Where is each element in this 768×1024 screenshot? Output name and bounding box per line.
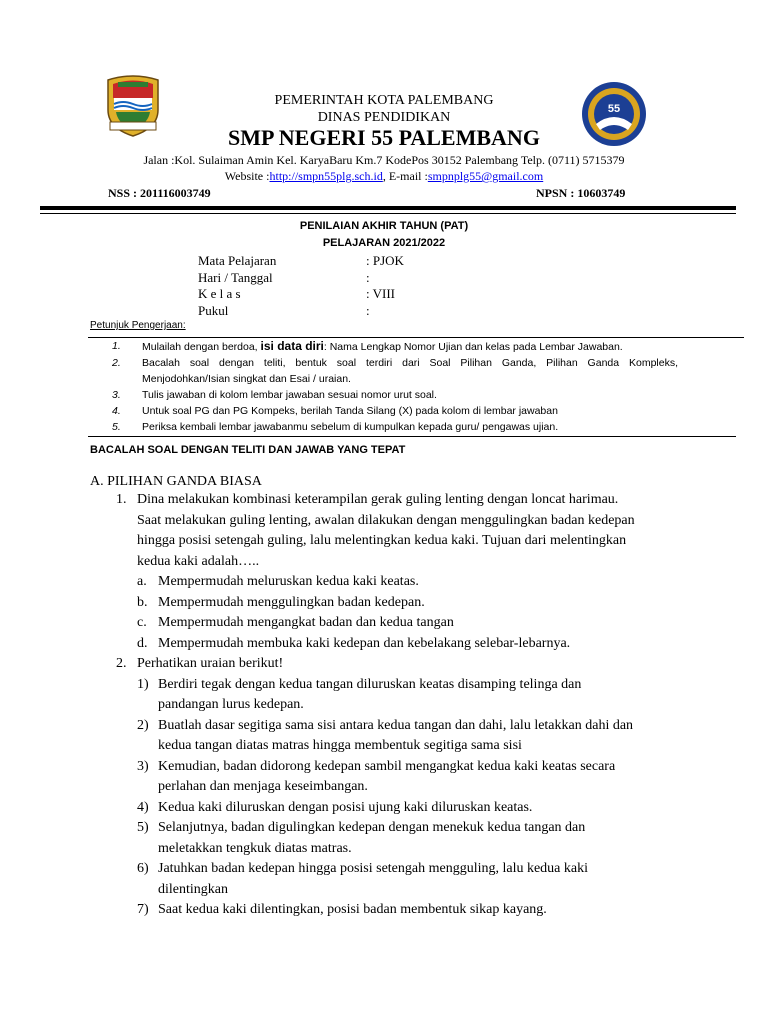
instruction-item (112, 338, 678, 355)
question-number: 1. (116, 492, 127, 507)
step-text-line: kedua tangan diatas matras hingga membentuk segitiga sama sisi (158, 738, 522, 753)
option-letter: d. (137, 635, 148, 651)
email-label: , E-mail : (382, 169, 428, 183)
step-number: 6) (137, 861, 149, 876)
question-text-line: kedua kaki adalah….. (137, 553, 260, 569)
exam-year: PELAJARAN 2021/2022 (322, 237, 446, 249)
step-number: 3) (137, 758, 149, 774)
instruction-item (112, 387, 678, 403)
header-divider-thick (40, 206, 736, 210)
step-text-line: Selanjutnya, badan digulingkan kedepan dengan menekuk kedua tangan dan (158, 820, 586, 835)
info-row-class (198, 286, 404, 303)
option-text: Mempermudah mengangkat badan dan kedua tangan (158, 615, 454, 630)
section-heading: A. PILIHAN GANDA BIASA (90, 474, 262, 489)
instruction-text: Bacalah soal dengan teliti, bentuk soal terdiri dari Soal Pilihan Ganda, Pilihan Ganda Kompleks, Menjodohkan/Isian singkat dan Esai / uraian. (142, 357, 678, 385)
step-number: 5) (137, 820, 149, 835)
info-value: : VIII (366, 286, 396, 301)
question-text-line: hingga posisi setengah guling, lalu melentingkan kedua kaki. Tujuan dari melentingkan (137, 533, 627, 548)
info-value: : PJOK (366, 253, 404, 268)
exam-title: PENILAIAN AKHIR TAHUN (PAT) (299, 220, 469, 232)
question-1 (0, 490, 768, 660)
instruction-number: 3. (112, 389, 121, 401)
department-line: DINAS PENDIDIKAN (317, 110, 451, 125)
question-text-line: Perhatikan uraian berikut! (137, 656, 284, 671)
instruction-text-part: Mulailah dengan berdoa, (142, 341, 261, 353)
exam-info-table (198, 253, 404, 319)
step-text-line: Jatuhkan badan kedepan hingga posisi setengah mengguling, lalu kedua kaki (158, 861, 589, 876)
step-text-line: perlahan dan menjaga keseimbangan. (158, 779, 368, 794)
instructions-list (112, 338, 678, 435)
info-label: Mata Pelajaran (198, 253, 277, 268)
option-text: Mempermudah membuka kaki kedepan dan kebelakang selebar-lebarnya. (158, 635, 571, 651)
instructions-divider-bottom (88, 436, 736, 437)
instruction-number: 5. (112, 421, 121, 433)
instruction-item (112, 403, 678, 419)
contact-line (60, 169, 708, 184)
step-text-line: Kedua kaki diluruskan dengan posisi ujung kaki diluruskan keatas. (158, 799, 533, 815)
info-label: K e l a s (198, 286, 241, 301)
option-letter: b. (137, 594, 148, 610)
option-letter: c. (137, 615, 147, 630)
instruction-number: 4. (112, 405, 121, 417)
info-row-date (198, 270, 404, 287)
website-label: Website : (224, 169, 270, 183)
info-row-time (198, 303, 404, 320)
step-number: 7) (137, 902, 149, 917)
instruction-text: Untuk soal PG dan PG Kompeks, berilah Tanda Silang (X) pada kolom di lembar jawaban (142, 405, 558, 417)
step-number: 4) (137, 799, 149, 815)
option-letter: a. (137, 574, 147, 589)
question-text-line: Saat melakukan guling lenting, awalan dilakukan dengan menggulingkan badan kedepan (137, 512, 635, 528)
instruction-text: Tulis jawaban di kolom lembar jawaban sesuai nomor urut soal. (142, 389, 437, 401)
question-2 (0, 654, 768, 934)
general-instruction: BACALAH SOAL DENGAN TELITI DAN JAWAB YANG TEPAT (90, 444, 406, 456)
info-value: : (366, 302, 370, 318)
header-divider-thin (40, 213, 736, 214)
info-value: : (366, 269, 370, 285)
step-text-line: Berdiri tegak dengan kedua tangan diluruskan keatas disamping telinga dan (158, 676, 582, 692)
government-line: PEMERINTAH KOTA PALEMBANG (274, 93, 494, 108)
npsn-number: NPSN : 10603749 (536, 186, 626, 200)
email-link[interactable]: smpnplg55@gmail.com (427, 169, 544, 183)
option-text: Mempermudah meluruskan kedua kaki keatas. (158, 574, 419, 589)
instruction-text (142, 338, 678, 355)
website-link[interactable]: http://smpn55plg.sch.id (269, 169, 383, 183)
step-text-line: Kemudian, badan didorong kedepan sambil mengangkat kedua kaki keatas secara (158, 758, 616, 774)
instructions-heading: Petunjuk Pengerjaan: (90, 320, 186, 331)
instruction-text: Periksa kembali lembar jawabanmu sebelum di kumpulkan kepada guru/ pengawas ujian. (142, 421, 559, 433)
step-text-line: Buatlah dasar segitiga sama sisi antara kedua tangan dan dahi, lalu letakkan dahi dan (158, 717, 634, 733)
instruction-bold-part: isi data diri (260, 339, 324, 353)
school-badge-logo (580, 80, 648, 148)
instruction-item (112, 419, 678, 435)
step-text-line: pandangan lurus kedepan. (158, 697, 304, 712)
question-number: 2. (116, 656, 127, 671)
instruction-item (112, 355, 678, 387)
question-text-line: Dina melakukan kombinasi keterampilan gerak guling lenting dengan loncat harimau. (137, 492, 619, 507)
step-text-line: meletakkan tengkuk diatas matras. (158, 840, 352, 856)
instruction-number: 2. (112, 357, 121, 369)
info-label: Hari / Tanggal (198, 269, 273, 285)
info-row-subject (198, 253, 404, 270)
nss-number: NSS : 201116003749 (108, 186, 211, 200)
step-number: 2) (137, 717, 149, 733)
step-text-line: Saat kedua kaki dilentingkan, posisi badan membentuk sikap kayang. (158, 902, 547, 917)
instruction-text-part: : Nama Lengkap Nomor Ujian dan kelas pada Lembar Jawaban. (323, 341, 623, 353)
step-text-line: dilentingkan (158, 881, 228, 897)
school-address: Jalan :Kol. Sulaiman Amin Kel. KaryaBaru Km.7 KodePos 30152 Palembang Telp. (0711) 5715379 (143, 153, 625, 167)
option-text: Mempermudah menggulingkan badan kedepan. (158, 594, 425, 610)
badge-number: 55 (607, 103, 621, 115)
step-number: 1) (137, 676, 149, 692)
instruction-number: 1. (112, 340, 121, 352)
info-label: Pukul (198, 302, 229, 318)
school-name: SMP NEGERI 55 PALEMBANG (228, 125, 540, 150)
